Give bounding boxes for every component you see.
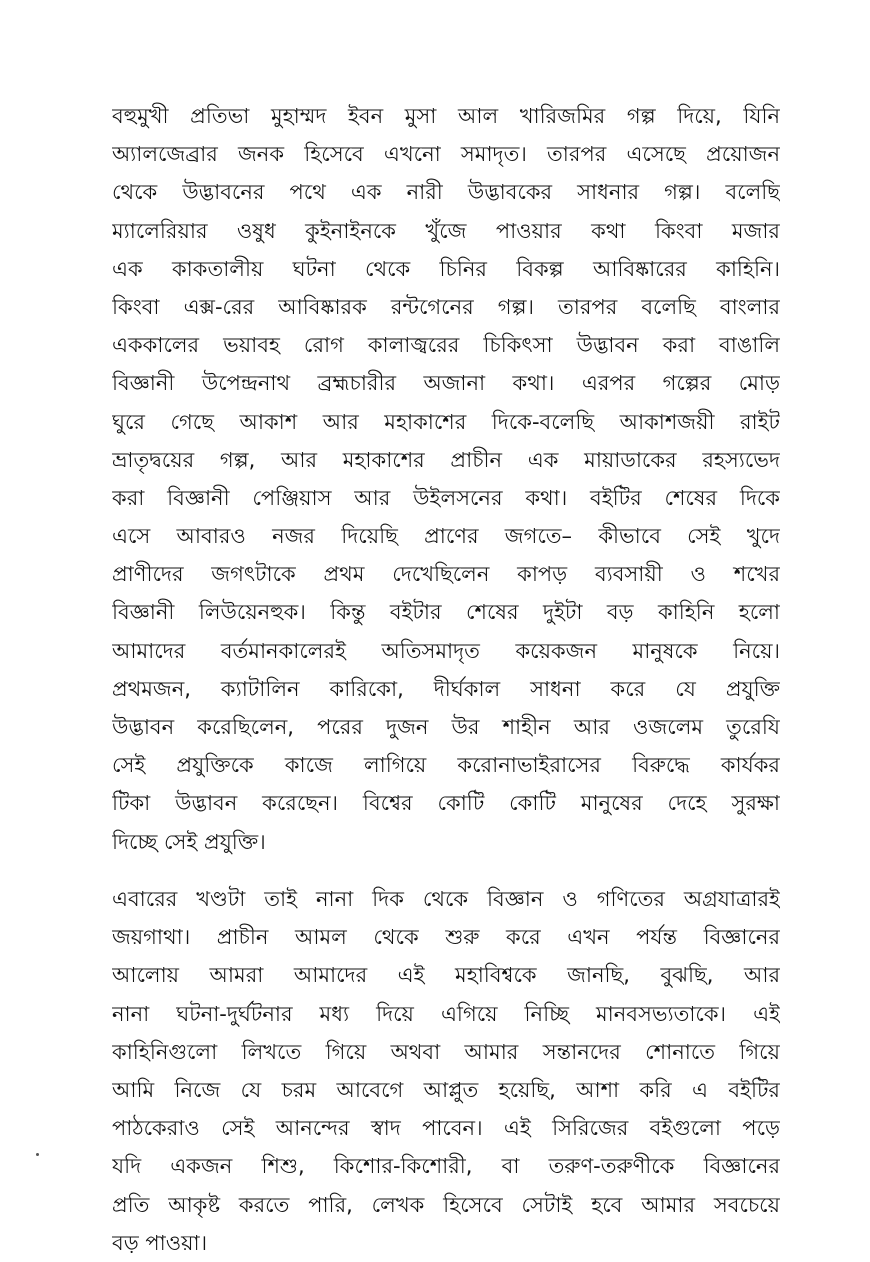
text-line: থেকে উদ্ভাবনের পথে এক নারী উদ্ভাবকের সাধনার গল্প। বলেছি bbox=[112, 180, 780, 205]
text-line: প্রতি আকৃষ্ট করতে পারি, লেখক হিসেবে সেটাই হবে আমার সবচেয়ে bbox=[112, 1192, 780, 1217]
text-line: দিচ্ছে সেই প্রযুক্তি। bbox=[112, 829, 266, 854]
text-line: প্রথমজন, ক্যাটালিন কারিকো, দীর্ঘকাল সাধনা করে যে প্রযুক্তি bbox=[112, 676, 780, 701]
text-line: টিকা উদ্ভাবন করেছেন। বিশ্বের কোটি কোটি মানুষের দেহে সুরক্ষা bbox=[112, 791, 780, 816]
text-line: অ্যালজেব্রার জনক হিসেবে এখনো সমাদৃত। তারপর এসেছে প্রয়োজন bbox=[112, 142, 780, 167]
text-line: বহুমুখী প্রতিভা মুহাম্মদ ইবন মুসা আল খারিজমির গল্প দিয়ে, যিনি bbox=[112, 104, 780, 128]
text-line: বড় পাওয়া। bbox=[112, 1230, 208, 1255]
text-line: যদি একজন শিশু, কিশোর-কিশোরী, বা তরুণ-তরুণীকে বিজ্ঞানের bbox=[112, 1154, 780, 1179]
text-line: প্রাণীদের জগৎটাকে প্রথম দেখেছিলেন কাপড় ব্যবসায়ী ও শখের bbox=[112, 562, 780, 587]
text-line: করা বিজ্ঞানী পেঞ্জিয়াস আর উইলসনের কথা। বইটির শেষের দিকে bbox=[112, 485, 780, 510]
scan-speck bbox=[36, 1153, 39, 1156]
text-line: নানা ঘটনা-দুর্ঘটনার মধ্য দিয়ে এগিয়ে নিচ্ছি মানবসভ্যতাকে। এই bbox=[112, 1001, 780, 1026]
text-line: এক কাকতালীয় ঘটনা থেকে চিনির বিকল্প আবিষ্কারের কাহিনি। bbox=[112, 256, 780, 281]
text-line: কিংবা এক্স-রের আবিষ্কারক রন্টগেনের গল্প। তারপর বলেছি বাংলার bbox=[112, 294, 780, 319]
paragraph-1 bbox=[112, 97, 780, 861]
text-line: আমি নিজে যে চরম আবেগে আপ্লুত হয়েছি, আশা করি এ বইটির bbox=[112, 1077, 780, 1102]
text-line: জয়গাথা। প্রাচীন আমল থেকে শুরু করে এখন পর্যন্ত বিজ্ঞানের bbox=[112, 925, 780, 950]
text-line: ম্যালেরিয়ার ওষুধ কুইনাইনকে খুঁজে পাওয়ার কথা কিংবা মজার bbox=[112, 218, 780, 243]
text-line: ঘুরে গেছে আকাশ আর মহাকাশের দিকে-বলেছি আকাশজয়ী রাইট bbox=[112, 409, 780, 434]
text-line: পাঠকেরাও সেই আনন্দের স্বাদ পাবেন। এই সিরিজের বইগুলো পড়ে bbox=[112, 1116, 780, 1141]
text-line: আমাদের বর্তমানকালেরই অতিসমাদৃত কয়েকজন মানুষকে নিয়ে। bbox=[112, 638, 780, 663]
text-line: এসে আবারও নজর দিয়েছি প্রাণের জগতে– কীভাবে সেই খুদে bbox=[112, 524, 780, 549]
text-line: বিজ্ঞানী লিউয়েনহুক। কিন্তু বইটার শেষের দুইটা বড় কাহিনি হলো bbox=[112, 600, 780, 625]
text-line: আলোয় আমরা আমাদের এই মহাবিশ্বকে জানছি, বুঝছি, আর bbox=[112, 963, 780, 988]
text-line: সেই প্রযুক্তিকে কাজে লাগিয়ে করোনাভাইরাসের বিরুদ্ধে কার্যকর bbox=[112, 753, 780, 778]
text-line: বিজ্ঞানী উপেন্দ্রনাথ ব্রহ্মচারীর অজানা কথা। এরপর গল্পের মোড় bbox=[112, 371, 780, 396]
text-line: কাহিনিগুলো লিখতে গিয়ে অথবা আমার সন্তানদের শোনাতে গিয়ে bbox=[112, 1039, 780, 1064]
text-line: ভ্রাতৃদ্বয়ের গল্প, আর মহাকাশের প্রাচীন এক মায়াডাকের রহস্যভেদ bbox=[112, 447, 780, 472]
text-line: উদ্ভাবন করেছিলেন, পরের দুজন উর শাহীন আর ওজলেম তুরেযি bbox=[112, 715, 780, 739]
text-line: এককালের ভয়াবহ রোগ কালাজ্বরের চিকিৎসা উদ্ভাবন করা বাঙালি bbox=[112, 333, 780, 358]
text-line: এবারের খণ্ডটা তাই নানা দিক থেকে বিজ্ঞান ও গণিতের অগ্রযাত্রারই bbox=[112, 887, 780, 911]
paragraph-2 bbox=[112, 880, 780, 1262]
